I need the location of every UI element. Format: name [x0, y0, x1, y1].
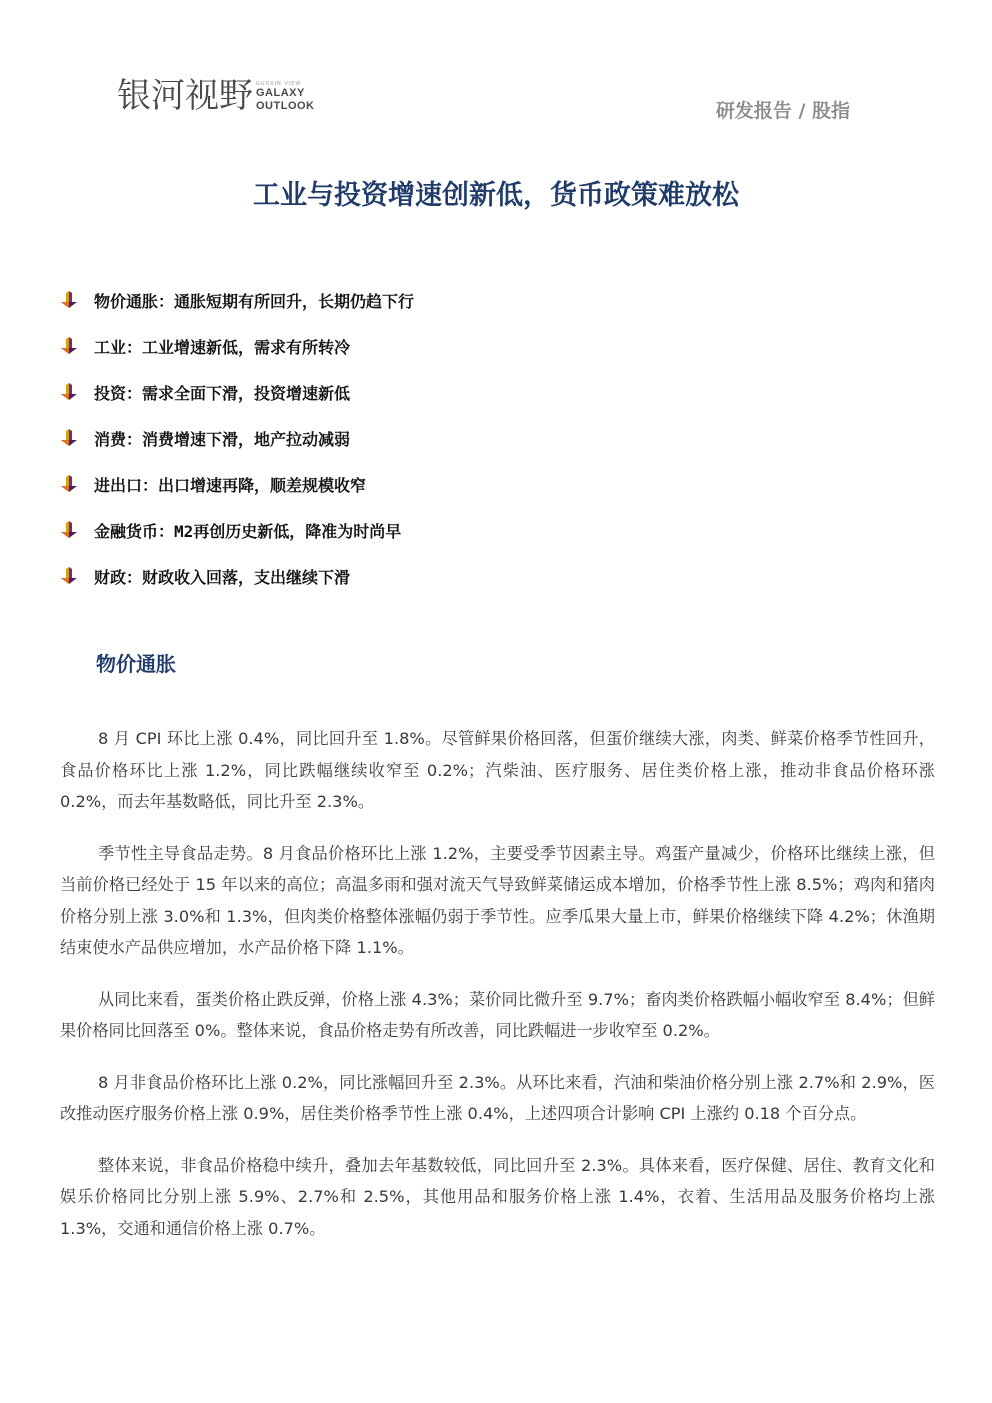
galaxy-outlook-logo [117, 76, 315, 116]
logo-tiny-text: GUOXIN VIEW [256, 81, 302, 87]
bullet-text: 物价通胀：通胀短期有所回升，长期仍趋下行 [94, 291, 415, 311]
section-body [60, 723, 935, 1264]
bullet-item [60, 553, 414, 599]
logo-chinese-text: 银河视野 [117, 76, 253, 116]
bullet-text: 进出口：出口增速再降，顺差规模收窄 [94, 475, 367, 495]
bullet-text: 金融货币：M2再创历史新低，降准为时尚早 [94, 521, 402, 541]
body-paragraph: 季节性主导食品走势。8 月食品价格环比上涨 1.2%，主要受季节因素主导。鸡蛋产量减少，价格环比继续上涨，但当前价格已经处于 15 年以来的高位；高温多雨和强对流天气导致鲜菜储运成本增加，价格季节性上涨 8.5%；鸡肉和猪肉价格分别上涨 3.0%和 1.3%，但肉类价格整体涨幅仍弱于季节性。应季瓜果大量上市，鲜果价格继续下降 4.2%；休渔期结束使水产品供应增加，水产品价格下降 1.1%。 [60, 843, 935, 957]
bullet-text: 工业：工业增速新低，需求有所转冷 [94, 337, 351, 357]
body-paragraph: 整体来说，非食品价格稳中续升，叠加去年基数较低，同比回升至 2.3%。具体来看，医疗保健、居住、教育文化和娱乐价格同比分别上涨 5.9%、2.7%和 2.5%，其他用品和服务价格上涨 1.4%，衣着、生活用品及服务价格均上涨 1.3%，交通和通信价格上涨 0.7%。 [60, 1155, 935, 1238]
logo-english-line1: GALAXY [256, 87, 305, 99]
bullet-item [60, 277, 414, 323]
bullet-arrow-icon [60, 291, 78, 309]
bullet-item [60, 461, 414, 507]
bullet-text: 财政：财政收入回落，支出继续下滑 [94, 567, 351, 587]
page-title: 工业与投资增速创新低，货币政策难放松 [253, 180, 739, 211]
logo-english-block [256, 81, 315, 113]
bullet-text: 消费：消费增速下滑，地产拉动减弱 [94, 429, 351, 449]
bullet-arrow-icon [60, 429, 78, 447]
logo-english-line2: OUTLOOK [256, 100, 315, 112]
bullet-item [60, 369, 414, 415]
report-category: 研发报告 / 股指 [715, 100, 850, 122]
body-paragraph: 从同比来看，蛋类价格止跌反弹，价格上涨 4.3%；菜价同比微升至 9.7%；畜肉类价格跌幅小幅收窄至 8.4%；但鲜果价格同比回落至 0%。整体来说，食品价格走势有所改善，同比跌幅进一步收窄至 0.2%。 [60, 989, 935, 1040]
summary-bullet-list [60, 277, 414, 599]
bullet-arrow-icon [60, 337, 78, 355]
bullet-item [60, 415, 414, 461]
body-paragraph: 8 月 CPI 环比上涨 0.4%，同比回升至 1.8%。尽管鲜果价格回落，但蛋价继续大涨，肉类、鲜菜价格季节性回升，食品价格环比上涨 1.2%，同比跌幅继续收窄至 0.2%；汽柴油、医疗服务、居住类价格上涨，推动非食品价格环涨 0.2%，而去年基数略低，同比升至 2.3%。 [60, 729, 935, 811]
bullet-text: 投资：需求全面下滑，投资增速新低 [94, 383, 351, 403]
bullet-item [60, 507, 414, 553]
bullet-item [60, 323, 414, 369]
bullet-arrow-icon [60, 567, 78, 585]
page-header [117, 76, 877, 124]
section-heading: 物价通胀 [96, 652, 176, 676]
bullet-arrow-icon [60, 521, 78, 539]
bullet-arrow-icon [60, 383, 78, 401]
body-paragraph: 8 月非食品价格环比上涨 0.2%，同比涨幅回升至 2.3%。从环比来看，汽油和柴油价格分别上涨 2.7%和 2.9%，医改推动医疗服务价格上涨 0.9%，居住类价格季节性上涨 0.4%，上述四项合计影响 CPI 上涨约 0.18 个百分点。 [60, 1072, 935, 1123]
bullet-arrow-icon [60, 475, 78, 493]
